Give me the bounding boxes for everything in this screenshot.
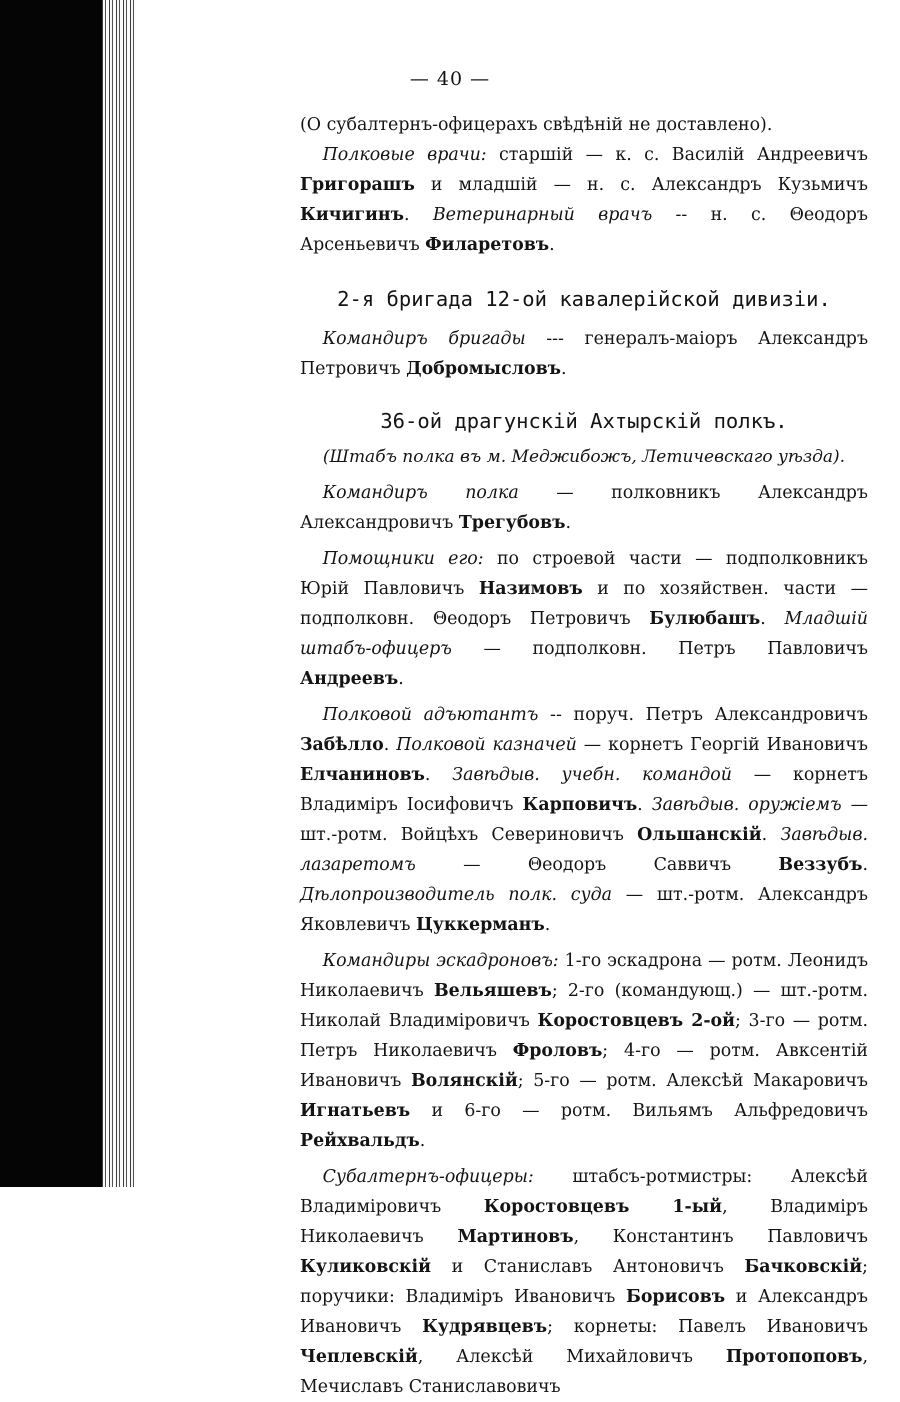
surname: Фроловъ <box>512 1041 603 1061</box>
surname: Рейхвальдъ <box>300 1131 420 1151</box>
surname: Назимовъ <box>478 579 583 599</box>
text: , Владиміръ Николаевичъ <box>300 1197 868 1247</box>
surname: Забѣлло <box>300 735 384 755</box>
text: ; 5-го — ротм. Алексѣй Макаровичъ <box>517 1071 868 1091</box>
surname: Вельяшевъ <box>433 981 552 1001</box>
surname: Бачковскій <box>744 1257 863 1277</box>
surname: Игнатьевъ <box>300 1101 411 1121</box>
text: и Александръ Ивановичъ <box>300 1287 868 1337</box>
label-regiment-commander: Командиръ полка <box>322 483 519 503</box>
text: . <box>544 915 551 935</box>
surname: Волянскій <box>410 1071 518 1091</box>
label-armory: Завѣдыв. оружіемъ <box>651 795 842 815</box>
text: -- н. с. Θеодоръ Арсеньевичъ <box>300 205 868 255</box>
label-treasurer: Полковой казначей <box>396 735 577 755</box>
surname: Андреевъ <box>300 669 399 689</box>
text: ; 3-го — ротм. Петръ Николаевичъ <box>300 1011 868 1061</box>
label-assistants: Помощники его: <box>322 549 484 569</box>
surname: Григорашъ <box>300 175 415 195</box>
text: . <box>761 825 781 845</box>
text: . <box>419 1131 426 1151</box>
text: . <box>760 609 785 629</box>
text: — корнетъ Георгій Ивановичъ <box>576 735 868 755</box>
surname: Кичигинъ <box>300 205 404 225</box>
surname: Веззубъ <box>778 855 863 875</box>
label-regimental-doctors: Полковые врачи: <box>322 145 487 165</box>
surname: Мартиновъ <box>457 1227 574 1247</box>
text: ; поручики: Владиміръ Ивановичъ <box>300 1257 868 1307</box>
paragraph-regimental-doctors <box>300 140 868 260</box>
paragraph-squadron-commanders <box>300 946 868 1156</box>
surname: Протопоповъ <box>725 1347 863 1367</box>
text: . <box>862 855 868 875</box>
text: . <box>561 359 567 379</box>
text: . <box>565 513 571 533</box>
surname: Елчаниновъ <box>300 765 425 785</box>
text: . <box>549 235 555 255</box>
text: 1-го эскадрона — ротм. Леонидъ Николаевичъ <box>300 951 869 1001</box>
text: . <box>637 795 652 815</box>
page-edge-scan-artifact <box>102 0 136 1187</box>
label-veterinary: Ветеринарный врачъ <box>432 205 653 225</box>
text: — Θеодоръ Саввичъ <box>415 855 779 875</box>
text: ; корнеты: Павелъ Ивановичъ <box>547 1317 868 1337</box>
label-junior-staff-officer: Младшій штабъ-офицеръ <box>300 609 868 659</box>
surname: Булюбашъ <box>649 609 761 629</box>
text: . <box>424 765 453 785</box>
book-binding-shadow <box>0 0 102 1187</box>
text: и младшій — н. с. Александръ Кузьмичъ <box>414 175 868 195</box>
surname: Коростовцевъ 1-ый <box>483 1197 723 1217</box>
text: --- генералъ-маіоръ Александръ Петровичъ <box>300 329 869 379</box>
text: по строевой части — подполковникъ Юрій Павловичъ <box>300 549 868 599</box>
paragraph-subaltern-note <box>300 110 868 140</box>
regiment-headquarters: (Штабъ полка въ м. Меджибожъ, Летичевскаго уѣзда). <box>322 447 846 467</box>
text: . <box>383 735 397 755</box>
text: — шт.-ротм. Войцѣхъ Севериновичъ <box>300 795 869 845</box>
text: , Константинъ Павловичъ <box>573 1227 868 1247</box>
label-brigade-commander: Командиръ бригады <box>322 329 526 349</box>
text: ; 4-го — ротм. Авксентій Ивановичъ <box>300 1041 868 1091</box>
label-adjutant: Полковой адъютантъ <box>322 705 539 725</box>
label-court-clerk: Дѣлопроизводитель полк. суда <box>300 885 612 905</box>
paragraph-regiment-commander <box>300 478 868 538</box>
text: — полковникъ Александръ Александровичъ <box>300 483 868 533</box>
text: , Алексѣй Михайловичъ <box>417 1347 726 1367</box>
text: старшій — к. с. Василій Андреевичъ <box>486 145 868 165</box>
label-squadron-commanders: Командиры эскадроновъ: <box>322 951 559 971</box>
paragraph-subaltern-officers <box>300 1162 868 1402</box>
surname: Чеплевскій <box>300 1347 418 1367</box>
heading-regiment: 36-ой драгунскій Ахтырскій полкъ. <box>380 409 788 433</box>
surname: Куликовскій <box>300 1257 432 1277</box>
text: — подполковн. Петръ Павловичъ <box>451 639 868 659</box>
surname: Филаретовъ <box>425 235 550 255</box>
text: ; 2-го (командующ.) — шт.-ротм. Николай Владиміровичъ <box>300 981 869 1031</box>
text: и 6-го — ротм. Вильямъ Альфредовичъ <box>410 1101 868 1121</box>
surname: Коростовцевъ 2-ой <box>537 1011 736 1031</box>
surname: Ольшанскій <box>637 825 762 845</box>
surname: Карповичъ <box>522 795 638 815</box>
paragraph-brigade-commander <box>300 324 868 384</box>
surname: Борисовъ <box>625 1287 726 1307</box>
paragraph-assistants <box>300 544 868 694</box>
page-text <box>300 110 868 1402</box>
text: . <box>398 669 404 689</box>
label-training: Завѣдыв. учебн. командой <box>452 765 732 785</box>
text: и Станиславъ Антоновичъ <box>431 1257 745 1277</box>
heading-brigade: 2-я бригада 12-ой кавалерійской дивизіи. <box>337 287 831 311</box>
label-subaltern-officers: Субалтернъ-офицеры: <box>322 1167 534 1187</box>
note-text: (О субалтернъ-офицерахъ свѣдѣній не доставлено). <box>300 115 773 135</box>
surname: Цуккерманъ <box>416 915 545 935</box>
surname: Трегубовъ <box>458 513 566 533</box>
text: и по хозяйствен. части — подполковн. Θеодоръ Петровичъ <box>300 579 868 629</box>
text: . <box>403 205 433 225</box>
text: — корнетъ Владиміръ Іосифовичъ <box>300 765 868 815</box>
surname: Кудрявцевъ <box>422 1317 548 1337</box>
surname: Добромысловъ <box>406 359 561 379</box>
text: штабсъ-ротмистры: Алексѣй Владиміровичъ <box>300 1167 868 1217</box>
text: , Мечиславъ Станиславовичъ <box>300 1347 868 1397</box>
text: -- поруч. Петръ Александровичъ <box>538 705 868 725</box>
paragraph-regimental-staff <box>300 700 868 940</box>
page-number: — 40 — <box>409 68 491 90</box>
label-infirmary: Завѣдыв. лазаретомъ <box>300 825 868 875</box>
text: — шт.-ротм. Александръ Яковлевичъ <box>300 885 868 935</box>
